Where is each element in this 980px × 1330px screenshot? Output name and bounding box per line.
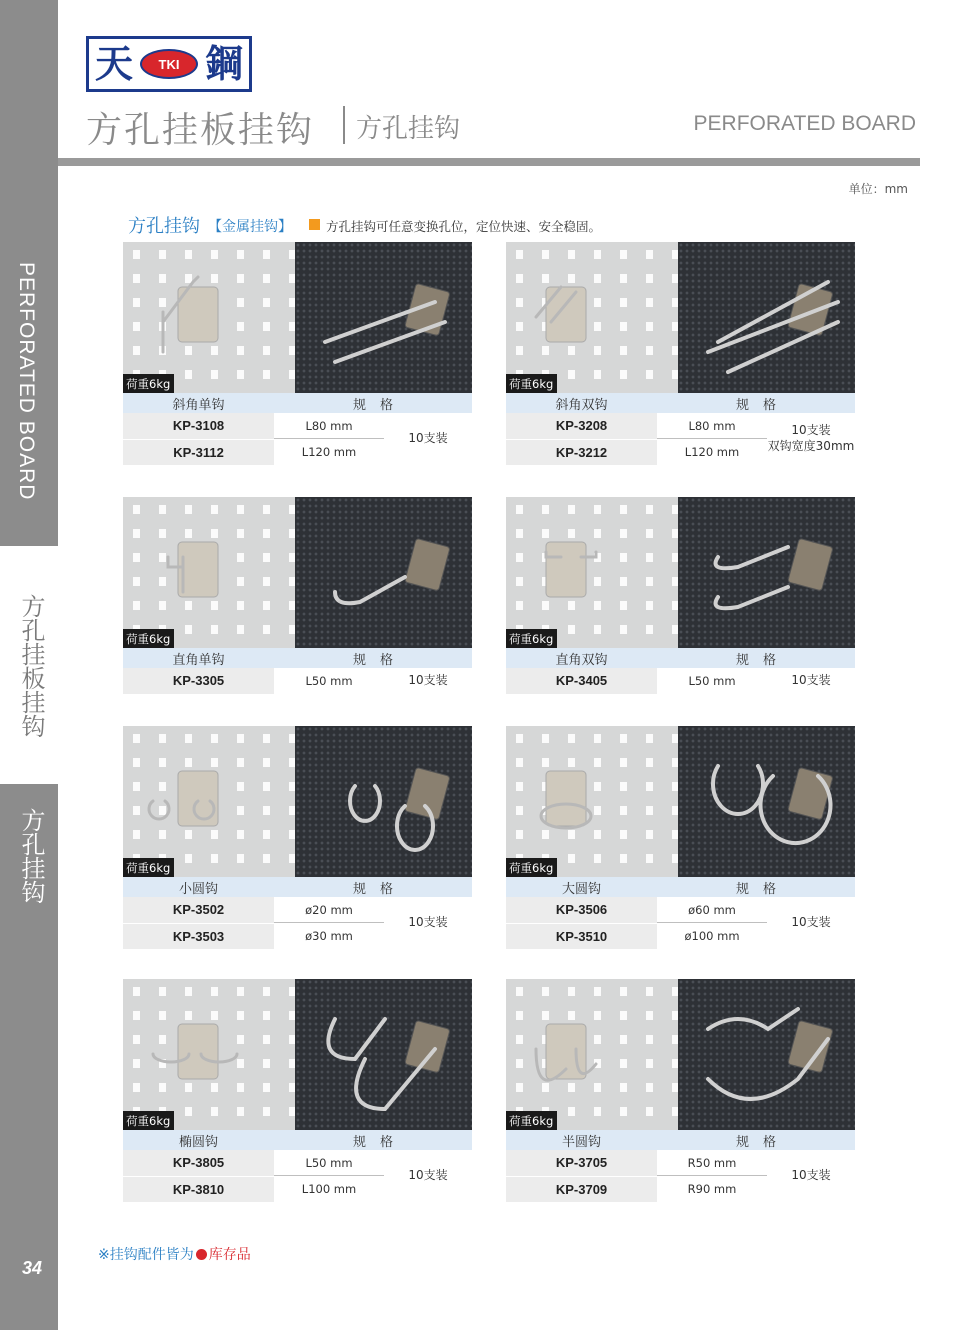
sidebar-active-label: 方孔挂板挂钩 xyxy=(17,594,45,738)
product-name: 半圆钩 xyxy=(561,1134,601,1150)
load-badge: 荷重6kg xyxy=(123,374,174,393)
product-closeup-photo xyxy=(678,979,855,1130)
footnote xyxy=(98,1244,251,1264)
spec-table xyxy=(506,1150,855,1202)
pack-quantity: 10支装 xyxy=(791,1168,831,1183)
spec-label: 规格 xyxy=(735,1134,790,1150)
page-english-title: PERFORATED BOARD xyxy=(693,112,916,135)
load-badge: 荷重6kg xyxy=(123,629,174,648)
product-code: KP-3810 xyxy=(123,1176,274,1202)
spec-table xyxy=(506,668,855,694)
product-card xyxy=(123,979,472,1202)
pegboard-holes xyxy=(506,979,678,1130)
pack-quantity: 10支装 xyxy=(408,431,448,446)
spec-table xyxy=(123,1150,472,1202)
product-name: 斜角单钩 xyxy=(172,397,225,413)
page-number: 34 xyxy=(22,1258,43,1278)
product-name: 大圆钩 xyxy=(561,881,601,897)
spec-label: 规格 xyxy=(735,881,790,897)
spec-header xyxy=(506,648,855,668)
product-photos xyxy=(506,726,855,877)
red-dot-icon xyxy=(196,1249,207,1260)
pegboard-photo xyxy=(123,497,295,648)
hook-plate xyxy=(178,1024,218,1079)
product-spec: L100 mm xyxy=(301,1182,357,1196)
product-closeup-photo xyxy=(295,979,472,1130)
footnote-prefix: ※挂钩配件皆为 xyxy=(98,1247,194,1263)
spec-header xyxy=(123,393,472,413)
product-spec: L80 mm xyxy=(657,413,767,439)
footnote-suffix: 库存品 xyxy=(208,1247,251,1263)
load-badge: 荷重6kg xyxy=(123,1111,174,1130)
product-code: KP-3405 xyxy=(506,668,657,694)
load-badge: 荷重6kg xyxy=(506,858,557,877)
pegboard-holes xyxy=(123,242,295,393)
pegboard-photo xyxy=(506,979,678,1130)
product-spec: ø60 mm xyxy=(657,897,767,923)
product-card xyxy=(506,497,855,694)
product-photos xyxy=(123,979,472,1130)
product-photos xyxy=(506,242,855,393)
product-code: KP-3112 xyxy=(123,439,274,465)
product-code: KP-3506 xyxy=(506,897,657,923)
pegboard-photo xyxy=(123,242,295,393)
hook-closeup xyxy=(678,726,855,877)
hook-closeup xyxy=(678,497,855,648)
product-spec: L50 mm xyxy=(688,674,736,688)
product-spec: ø100 mm xyxy=(684,929,740,943)
product-code: KP-3212 xyxy=(506,439,657,465)
logo-badge: TKI xyxy=(140,49,198,79)
product-card xyxy=(506,242,855,465)
hook-closeup xyxy=(295,726,472,877)
spec-table xyxy=(506,897,855,949)
spec-label: 规格 xyxy=(735,397,790,413)
pegboard-photo xyxy=(123,726,295,877)
sidebar-english-tab[interactable] xyxy=(0,0,58,545)
pegboard-holes xyxy=(506,242,678,393)
product-photos xyxy=(123,497,472,648)
pegboard-holes xyxy=(506,497,678,648)
pack-info xyxy=(384,668,472,694)
product-spec: L50 mm xyxy=(305,674,353,688)
pegboard-photo xyxy=(123,979,295,1130)
pegboard-photo xyxy=(506,726,678,877)
product-spec: ø20 mm xyxy=(274,897,384,923)
hook-plate xyxy=(546,771,586,826)
product-code: KP-3503 xyxy=(123,923,274,949)
product-name: 小圆钩 xyxy=(178,881,218,897)
product-spec: L120 mm xyxy=(684,445,740,459)
title-divider xyxy=(343,106,345,144)
spec-label: 规格 xyxy=(735,652,790,668)
spec-table xyxy=(123,897,472,949)
header-rule xyxy=(58,158,920,166)
pack-quantity: 10支装 xyxy=(408,673,448,688)
spec-header xyxy=(506,877,855,897)
pack-extra: 双钩宽度30mm xyxy=(767,439,855,453)
logo-right-char: 鋼 xyxy=(204,41,243,86)
pack-quantity: 10支装 xyxy=(791,673,831,688)
product-name: 椭圆钩 xyxy=(178,1134,218,1150)
section-title: 方孔挂钩 xyxy=(128,216,200,237)
hook-closeup xyxy=(678,979,855,1130)
product-name: 斜角双钩 xyxy=(555,397,608,413)
page-subtitle: 方孔挂钩 xyxy=(356,114,461,144)
company-logo xyxy=(86,36,252,92)
product-spec: L120 mm xyxy=(301,445,357,459)
product-name: 直角双钩 xyxy=(555,652,608,668)
product-card xyxy=(506,979,855,1202)
product-photos xyxy=(506,979,855,1130)
page-title: 方孔挂板挂钩 xyxy=(86,110,315,151)
hook-closeup-shape xyxy=(335,577,405,603)
spec-header xyxy=(506,1130,855,1150)
spec-header xyxy=(506,393,855,413)
logo-left-char: 天 xyxy=(95,41,134,86)
product-code: KP-3709 xyxy=(506,1176,657,1202)
pegboard-holes xyxy=(123,497,295,648)
product-card xyxy=(506,726,855,949)
product-spec: R90 mm xyxy=(687,1182,737,1196)
product-code: KP-3705 xyxy=(506,1150,657,1176)
spec-header xyxy=(123,648,472,668)
product-closeup-photo xyxy=(295,497,472,648)
hook-closeup xyxy=(678,242,855,393)
sidebar-active-tab[interactable] xyxy=(0,545,58,785)
product-name: 直角单钩 xyxy=(172,652,225,668)
load-badge: 荷重6kg xyxy=(506,374,557,393)
product-spec: L50 mm xyxy=(274,1150,384,1176)
pegboard-photo xyxy=(506,242,678,393)
product-closeup-photo xyxy=(678,726,855,877)
hook-closeup-shape xyxy=(716,547,789,608)
product-code: KP-3305 xyxy=(123,668,274,694)
spec-label: 规格 xyxy=(352,1134,407,1150)
pack-info xyxy=(384,1150,472,1202)
hook-closeup-plate xyxy=(405,767,450,820)
load-badge: 荷重6kg xyxy=(506,629,557,648)
pack-info xyxy=(384,413,472,465)
pegboard-holes xyxy=(123,726,295,877)
spec-label: 规格 xyxy=(352,652,407,668)
load-badge: 荷重6kg xyxy=(506,1111,557,1130)
spec-label: 规格 xyxy=(352,881,407,897)
sidebar-english-label: PERFORATED BOARD xyxy=(15,262,38,501)
product-card xyxy=(123,242,472,465)
spec-table xyxy=(123,668,472,694)
hook-closeup-plate xyxy=(788,767,833,820)
pack-info xyxy=(767,897,855,949)
pegboard-holes xyxy=(506,726,678,877)
pack-info xyxy=(767,668,855,694)
product-photos xyxy=(123,242,472,393)
section-tag: 【金属挂钩】 xyxy=(208,219,292,235)
pack-info xyxy=(767,1150,855,1202)
pegboard-holes xyxy=(123,979,295,1130)
spec-table xyxy=(123,413,472,465)
pack-info xyxy=(767,413,855,465)
hook-closeup-plate xyxy=(788,538,833,591)
product-closeup-photo xyxy=(678,242,855,393)
hook-closeup-plate xyxy=(405,1020,450,1073)
product-code: KP-3108 xyxy=(123,413,274,439)
product-spec: L80 mm xyxy=(274,413,384,439)
spec-header xyxy=(123,1130,472,1150)
pack-quantity: 10支装 xyxy=(408,915,448,930)
pack-quantity: 10支装 xyxy=(408,1168,448,1183)
spec-table xyxy=(506,413,855,465)
spec-header xyxy=(123,877,472,897)
pack-quantity: 10支装 xyxy=(791,915,831,930)
pegboard-photo xyxy=(506,497,678,648)
spec-label: 规格 xyxy=(352,397,407,413)
load-badge: 荷重6kg xyxy=(123,858,174,877)
product-photos xyxy=(506,497,855,648)
hook-plate xyxy=(546,542,586,597)
hook-closeup xyxy=(295,242,472,393)
hook-closeup xyxy=(295,979,472,1130)
unit-note: 单位：mm xyxy=(848,182,908,196)
product-closeup-photo xyxy=(295,726,472,877)
pack-info xyxy=(384,897,472,949)
product-closeup-photo xyxy=(678,497,855,648)
product-spec: ø30 mm xyxy=(305,929,353,943)
product-closeup-photo xyxy=(295,242,472,393)
product-code: KP-3805 xyxy=(123,1150,274,1176)
hook-closeup xyxy=(295,497,472,648)
product-code: KP-3502 xyxy=(123,897,274,923)
product-photos xyxy=(123,726,472,877)
product-spec: R50 mm xyxy=(657,1150,767,1176)
pack-quantity: 10支装 xyxy=(791,423,831,438)
product-code: KP-3510 xyxy=(506,923,657,949)
product-card xyxy=(123,726,472,949)
sidebar-sub-label: 方孔挂钩 xyxy=(17,808,45,904)
bullet-square-icon xyxy=(309,219,320,230)
product-code: KP-3208 xyxy=(506,413,657,439)
section-description: 方孔挂钩可任意变换孔位，定位快速、安全稳固。 xyxy=(326,219,602,234)
product-card xyxy=(123,497,472,694)
hook-closeup-plate xyxy=(405,538,450,591)
hook-plate xyxy=(546,287,586,342)
